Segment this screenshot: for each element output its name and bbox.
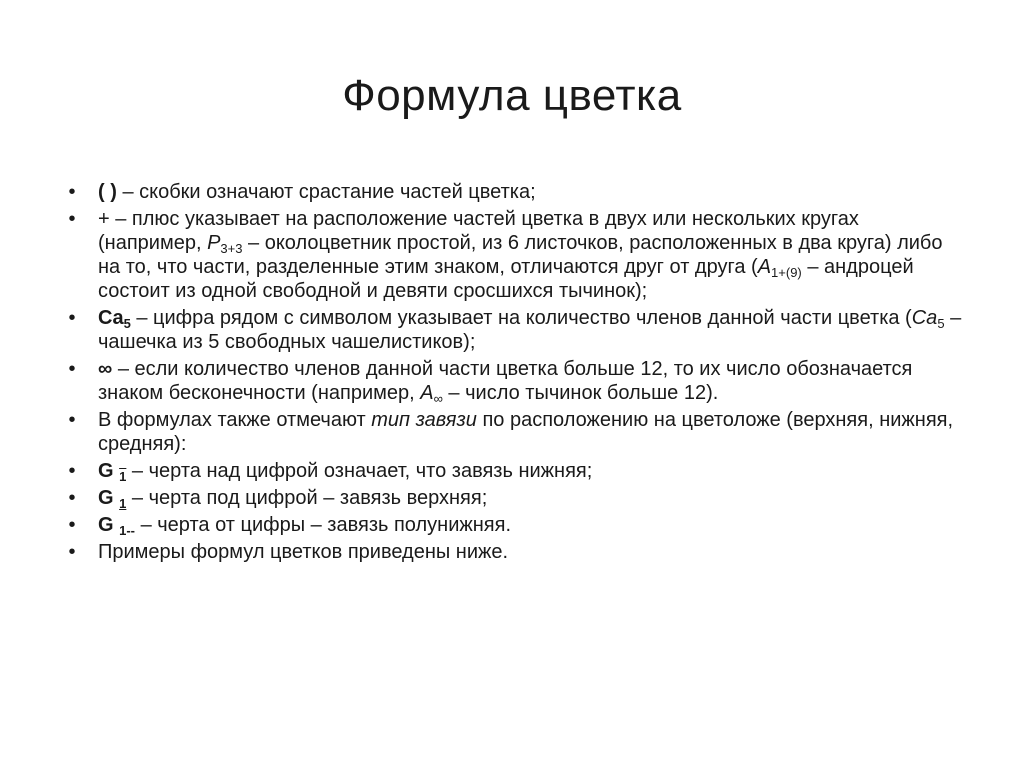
- item-text: – чашечка из 5 свободных чашелистиков);: [98, 307, 962, 353]
- example-subscript: 1+(9): [771, 265, 802, 280]
- item-text: – черта от цифры – завязь полунижняя.: [135, 514, 512, 536]
- item-text: – околоцветник простой, из 6 листочков, расположенных в два круга) либо на то, что части, разделенные этим знаком, отличаются друг от друга (: [98, 232, 943, 278]
- slide-title: Формула цветка: [342, 71, 682, 120]
- item-text: Примеры формул цветков приведены ниже.: [98, 541, 509, 563]
- item-text: – андроцей состоит из одной свободной и девяти сросшихся тычинок);: [98, 256, 914, 302]
- bullet-list: [62, 180, 962, 567]
- list-item: [62, 180, 962, 204]
- list-item: [62, 540, 962, 564]
- example-symbol: A: [420, 382, 434, 404]
- list-item: [62, 408, 962, 456]
- symbol-subscript-overline: 1: [119, 469, 127, 484]
- symbol-subscript: 1--: [119, 523, 136, 538]
- item-text: – плюс указывает на расположение частей цветка в двух или нескольких кругах (например,: [98, 208, 859, 254]
- symbol: G: [98, 487, 114, 509]
- item-text: – число тычинок больше 12).: [442, 382, 719, 404]
- symbol: G: [98, 514, 114, 536]
- item-text: – черта под цифрой – завязь верхняя;: [126, 487, 488, 509]
- item-text: по расположению на цветоложе (верхняя, нижняя, средняя):: [98, 409, 954, 455]
- bullet-icon: •: [68, 307, 76, 329]
- bullet-icon: •: [68, 181, 76, 203]
- symbol: ( ): [98, 181, 117, 203]
- list-item: [62, 357, 962, 405]
- item-text: – если количество членов данной части цветка больше 12, то их число обозначается знаком бесконечности (например,: [98, 358, 913, 404]
- list-item: [62, 306, 962, 354]
- example-subscript: ∞: [433, 391, 443, 406]
- item-text: – цифра рядом с символом указывает на количество членов данной части цветка (: [130, 307, 912, 329]
- example-symbol: A: [757, 256, 772, 278]
- emphasis-text: тип завязи: [371, 409, 477, 431]
- symbol-subscript-underline: 1: [119, 496, 127, 511]
- symbol: Ca: [98, 307, 124, 329]
- example-symbol: Ca: [911, 307, 938, 329]
- symbol-subscript: 5: [123, 316, 131, 331]
- item-text: – черта над цифрой означает, что завязь нижняя;: [126, 460, 593, 482]
- bullet-icon: •: [68, 460, 76, 482]
- list-item: [62, 207, 962, 303]
- bullet-icon: •: [68, 208, 76, 230]
- symbol: +: [98, 208, 110, 230]
- example-subscript: 3+3: [220, 241, 243, 256]
- list-item: [62, 486, 962, 510]
- list-item: [62, 513, 962, 537]
- infinity-symbol: ∞: [98, 358, 113, 380]
- bullet-icon: •: [68, 487, 76, 509]
- example-subscript: 5: [937, 316, 945, 331]
- bullet-icon: •: [68, 409, 76, 431]
- item-text: В формулах также отмечают: [98, 409, 372, 431]
- example-symbol: P: [207, 232, 221, 254]
- symbol: G: [98, 460, 114, 482]
- bullet-icon: •: [68, 541, 76, 563]
- bullet-icon: •: [68, 514, 76, 536]
- item-text: – скобки означают срастание частей цветка;: [116, 181, 536, 203]
- list-item: [62, 459, 962, 483]
- bullet-icon: •: [68, 358, 76, 380]
